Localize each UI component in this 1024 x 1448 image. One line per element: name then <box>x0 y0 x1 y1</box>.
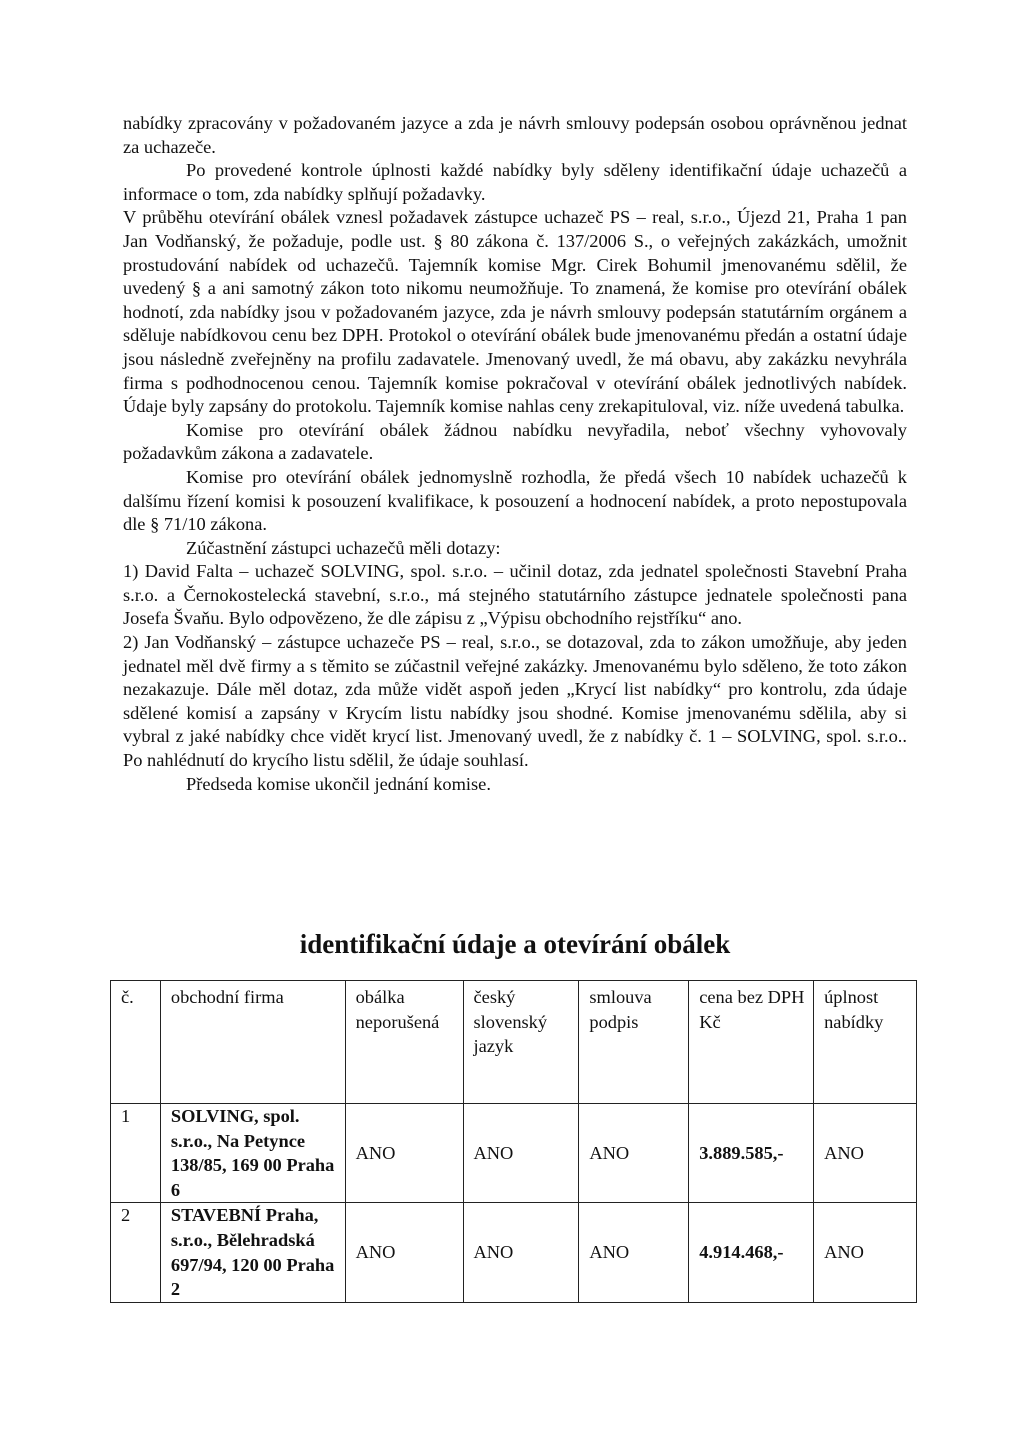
header-price: cena bez DPH Kč <box>689 981 814 1104</box>
table-header-row <box>111 981 917 1104</box>
row-complete: ANO <box>814 1104 917 1203</box>
row-firm: SOLVING, spol. s.r.o., Na Petynce 138/85, 169 00 Praha 6 <box>160 1104 345 1203</box>
paragraph-continuation: nabídky zpracovány v požadovaném jazyce a zda je návrh smlouvy podepsán osobou oprávněnou jednat za uchazeče. <box>123 113 907 157</box>
paragraph-no-exclusion: Komise pro otevírání obálek žádnou nabídku nevyřadila, neboť všechny vyhovovaly požadavkům zákona a zadavatele. <box>123 419 907 464</box>
row-language: ANO <box>463 1104 579 1203</box>
header-envelope: obálka neporušená <box>345 981 463 1104</box>
paragraph-question-2: 2) Jan Vodňanský – zástupce uchazeče PS – real, s.r.o., se dotazoval, zda to zákon umožňuje, aby jeden jednatel měl dvě firmy a s těmito se zúčastnil veřejné zakázky. Jmenovanému bylo sděleno, že toto zákon nezakazuje. Dále měl dotaz, zda může vidět aspoň jeden „Krycí list nabídky“ pro kontrolu, zda údaje sdělené komisí a zapsány v Krycím listu nabídky jsou shodné. Komise jmenovanému sdělila, aby si vybral z jaké nabídky chce vidět krycí list. Jmenovaný uvedl, že z nabídky č. 1 – SOLVING, spol. s.r.o.. Po nahlédnutí do krycího listu sdělil, že údaje souhlasí. <box>123 632 907 771</box>
header-number: č. <box>111 981 161 1104</box>
row-language: ANO <box>463 1203 579 1302</box>
offers-table <box>110 980 917 1303</box>
paragraph-questions-intro: Zúčastnění zástupci uchazečů měli dotazy: <box>186 537 501 558</box>
row-number: 1 <box>111 1104 161 1203</box>
paragraph-closing: Předseda komise ukončil jednání komise. <box>186 773 491 794</box>
row-firm: STAVEBNÍ Praha, s.r.o., Bělehradská 697/94, 120 00 Praha 2 <box>160 1203 345 1302</box>
header-complete: úplnost nabídky <box>814 981 917 1104</box>
row-contract: ANO <box>579 1203 689 1302</box>
paragraph-completeness-check: Po provedené kontrole úplnosti každé nabídky byly sděleny identifikační údaje uchazečů a informace o tom, zda nabídky splňují požadavky. <box>123 160 907 204</box>
table-title: identifikační údaje a otevírání obálek <box>299 929 731 959</box>
protocol-text <box>123 112 907 796</box>
header-firm: obchodní firma <box>160 981 345 1104</box>
header-contract: smlouva podpis <box>579 981 689 1104</box>
paragraph-question-1: 1) David Falta – uchazeč SOLVING, spol. s.r.o. – učinil dotaz, zda jednatel společnosti Stavební Praha s.r.o. a Černokostelecká stavební, s.r.o., má stejného statutárního zástupce jednatele společnosti pana Josefa Švaňu. Bylo odpovězeno, že dle zápisu z „Výpisu obchodního rejstříku“ ano. <box>123 561 907 629</box>
row-envelope: ANO <box>345 1104 463 1203</box>
row-price: 4.914.468,- <box>689 1203 814 1302</box>
row-envelope: ANO <box>345 1203 463 1302</box>
table-row <box>111 1104 917 1203</box>
row-number: 2 <box>111 1203 161 1302</box>
header-language: český slovenský jazyk <box>463 981 579 1104</box>
row-price: 3.889.585,- <box>689 1104 814 1203</box>
paragraph-decision: Komise pro otevírání obálek jednomyslně rozhodla, že předá všech 10 nabídek uchazečů k dalšímu řízení komisi k posouzení kvalifikace, k posouzení a hodnocení nabídek, a proto nepostupovala dle § 71/10 zákona. <box>123 466 907 535</box>
row-complete: ANO <box>814 1203 917 1302</box>
row-contract: ANO <box>579 1104 689 1203</box>
paragraph-request: V průběhu otevírání obálek vznesl požadavek zástupce uchazeč PS – real, s.r.o., Újezd 21, Praha 1 pan Jan Vodňanský, že požaduje, podle ust. § 80 zákona č. 137/2006 S., o veřejných zakázkách, umožnit prostudování nabídek od uchazečů. Tajemník komise Mgr. Cirek Bohumil jmenovanému sdělil, že uvedený § a ani samotný zákon toto nikomu neumožňuje. To znamená, že komise pro otevírání obálek hodnotí, zda nabídky jsou v požadovaném jazyce, zda je návrh smlouvy podepsán statutárním orgánem a sděluje nabídkovou cenu bez DPH. Protokol o otevírání obálek bude jmenovanému předán a ostatní údaje jsou následně zveřejněny na profilu zadavatele. Jmenovaný uvedl, že má obavu, aby zakázku nevyhrála firma s podhodnocenou cenou. Tajemník komise pokračoval v otevírání obálek jednotlivých nabídek. Údaje byly zapsány do protokolu. Tajemník komise nahlas ceny zrekapituloval, viz. níže uvedená tabulka. <box>123 207 907 417</box>
table-row <box>111 1203 917 1302</box>
